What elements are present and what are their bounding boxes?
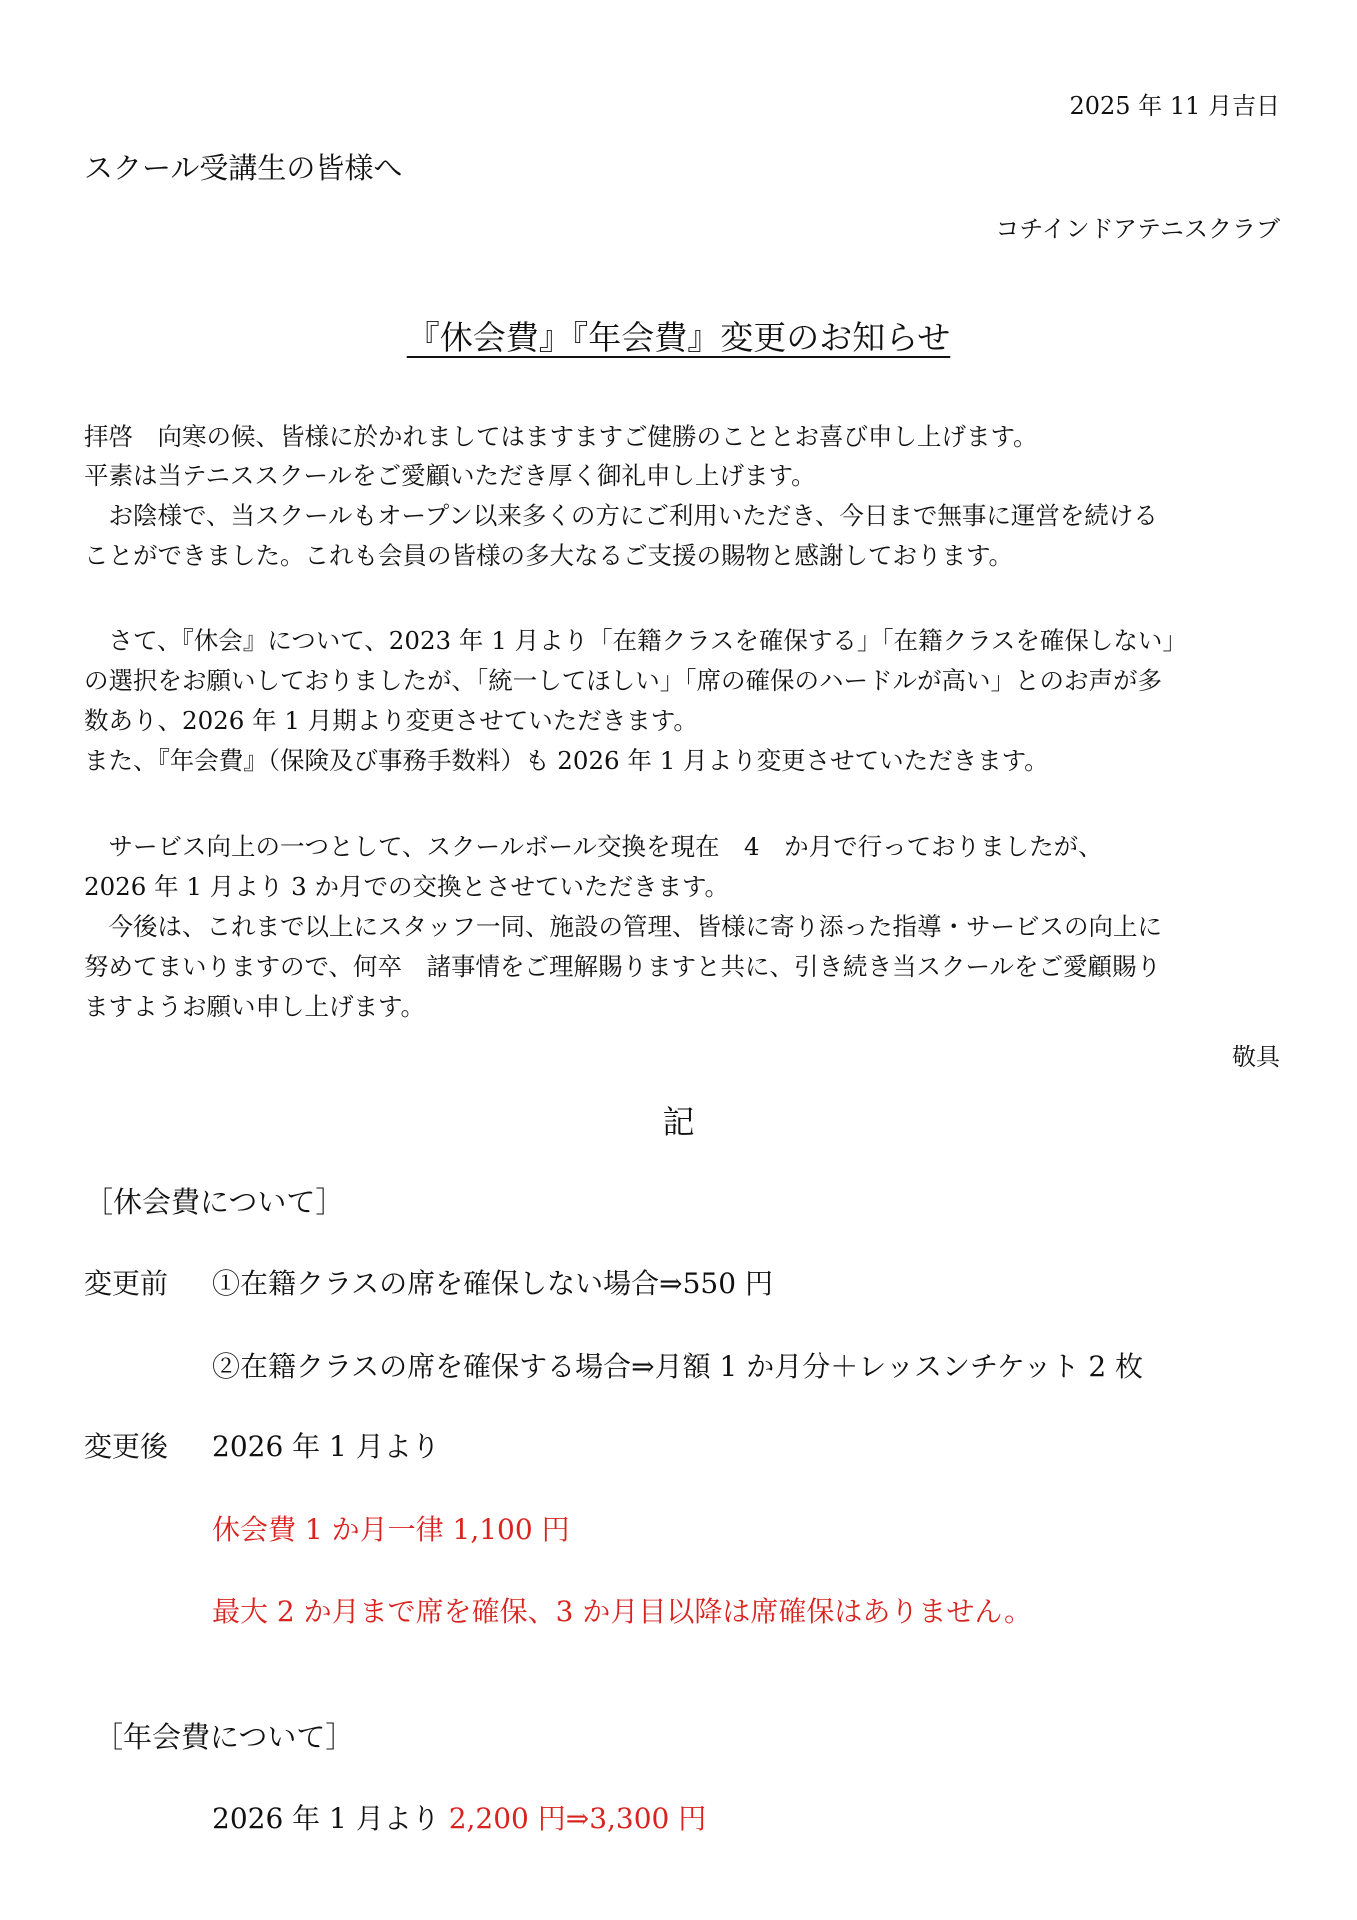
body-line-11: 今後は、これまで以上にスタッフ一同、施設の管理、皆様に寄り添った指導・サービスの向上に [84,912,1162,941]
before-option-2: ②在籍クラスの席を確保する場合⇒月額 1 か月分＋レッスンチケット 2 枚 [212,1350,1144,1383]
sender-name: コチインドアテニスクラブ [995,215,1280,243]
after-note: 最大 2 か月まで席を確保、3 か月目以降は席確保はありません。 [212,1595,1033,1628]
kyukai-heading: ［休会費について］ [84,1185,345,1219]
nenkai-line [212,1797,706,1837]
before-label: 変更前 [84,1267,169,1300]
before-option-1: ①在籍クラスの席を確保しない場合⇒550 円 [212,1267,773,1300]
notice-title [0,312,1357,359]
nenkai-start-date: 2026 年 1 月より [212,1802,440,1835]
body-line-10: 2026 年 1 月より 3 か月での交換とさせていただきます。 [84,872,730,901]
after-start-date: 2026 年 1 月より [212,1430,440,1463]
body-line-8: また、『年会費』（保険及び事務手数料）も 2026 年 1 月より変更させていただきます。 [84,746,1049,775]
nenkai-heading: ［年会費について］ [94,1720,355,1754]
nenkai-change: 2,200 円⇒3,300 円 [448,1802,707,1835]
notice-title-text: 『休会費』『年会費』変更のお知らせ [406,318,951,357]
closing-word: 敬具 [1232,1043,1280,1071]
body-line-1: 拝啓 向寒の候、皆様に於かれましてはますますご健勝のこととお喜び申し上げます。 [84,422,1038,451]
after-label: 変更後 [84,1430,169,1463]
after-fee: 休会費 1 か月一律 1,100 円 [212,1513,570,1546]
issue-date: 2025 年 11 月吉日 [1069,92,1280,120]
body-line-13: ますようお願い申し上げます。 [84,992,426,1021]
body-line-5: さて、『休会』について、2023 年 1 月より「在籍クラスを確保する」「在籍クラスを確保しない」 [84,626,1187,655]
ki-heading: 記 [662,1103,695,1141]
body-line-9: サービス向上の一つとして、スクールボール交換を現在 4 か月で行っておりましたが、 [84,832,1103,861]
body-line-12: 努めてまいりますので、何卒 諸事情をご理解賜りますと共に、引き続き当スクールをご愛顧賜り [84,952,1162,981]
body-line-6: の選択をお願いしておりましたが、「統一してほしい」「席の確保のハードルが高い」とのお声が多 [84,666,1162,695]
body-line-2: 平素は当テニススクールをご愛顧いただき厚く御礼申し上げます。 [84,461,816,490]
body-line-3: お陰様で、当スクールもオープン以来多くの方にご利用いただき、今日まで無事に運営を続ける [84,501,1158,530]
body-line-4: ことができました。これも会員の皆様の多大なるご支援の賜物と感謝しております。 [84,541,1014,570]
recipient-line: スクール受講生の皆様へ [84,151,403,185]
body-line-7: 数あり、2026 年 1 月期より変更させていただきます。 [84,706,698,735]
